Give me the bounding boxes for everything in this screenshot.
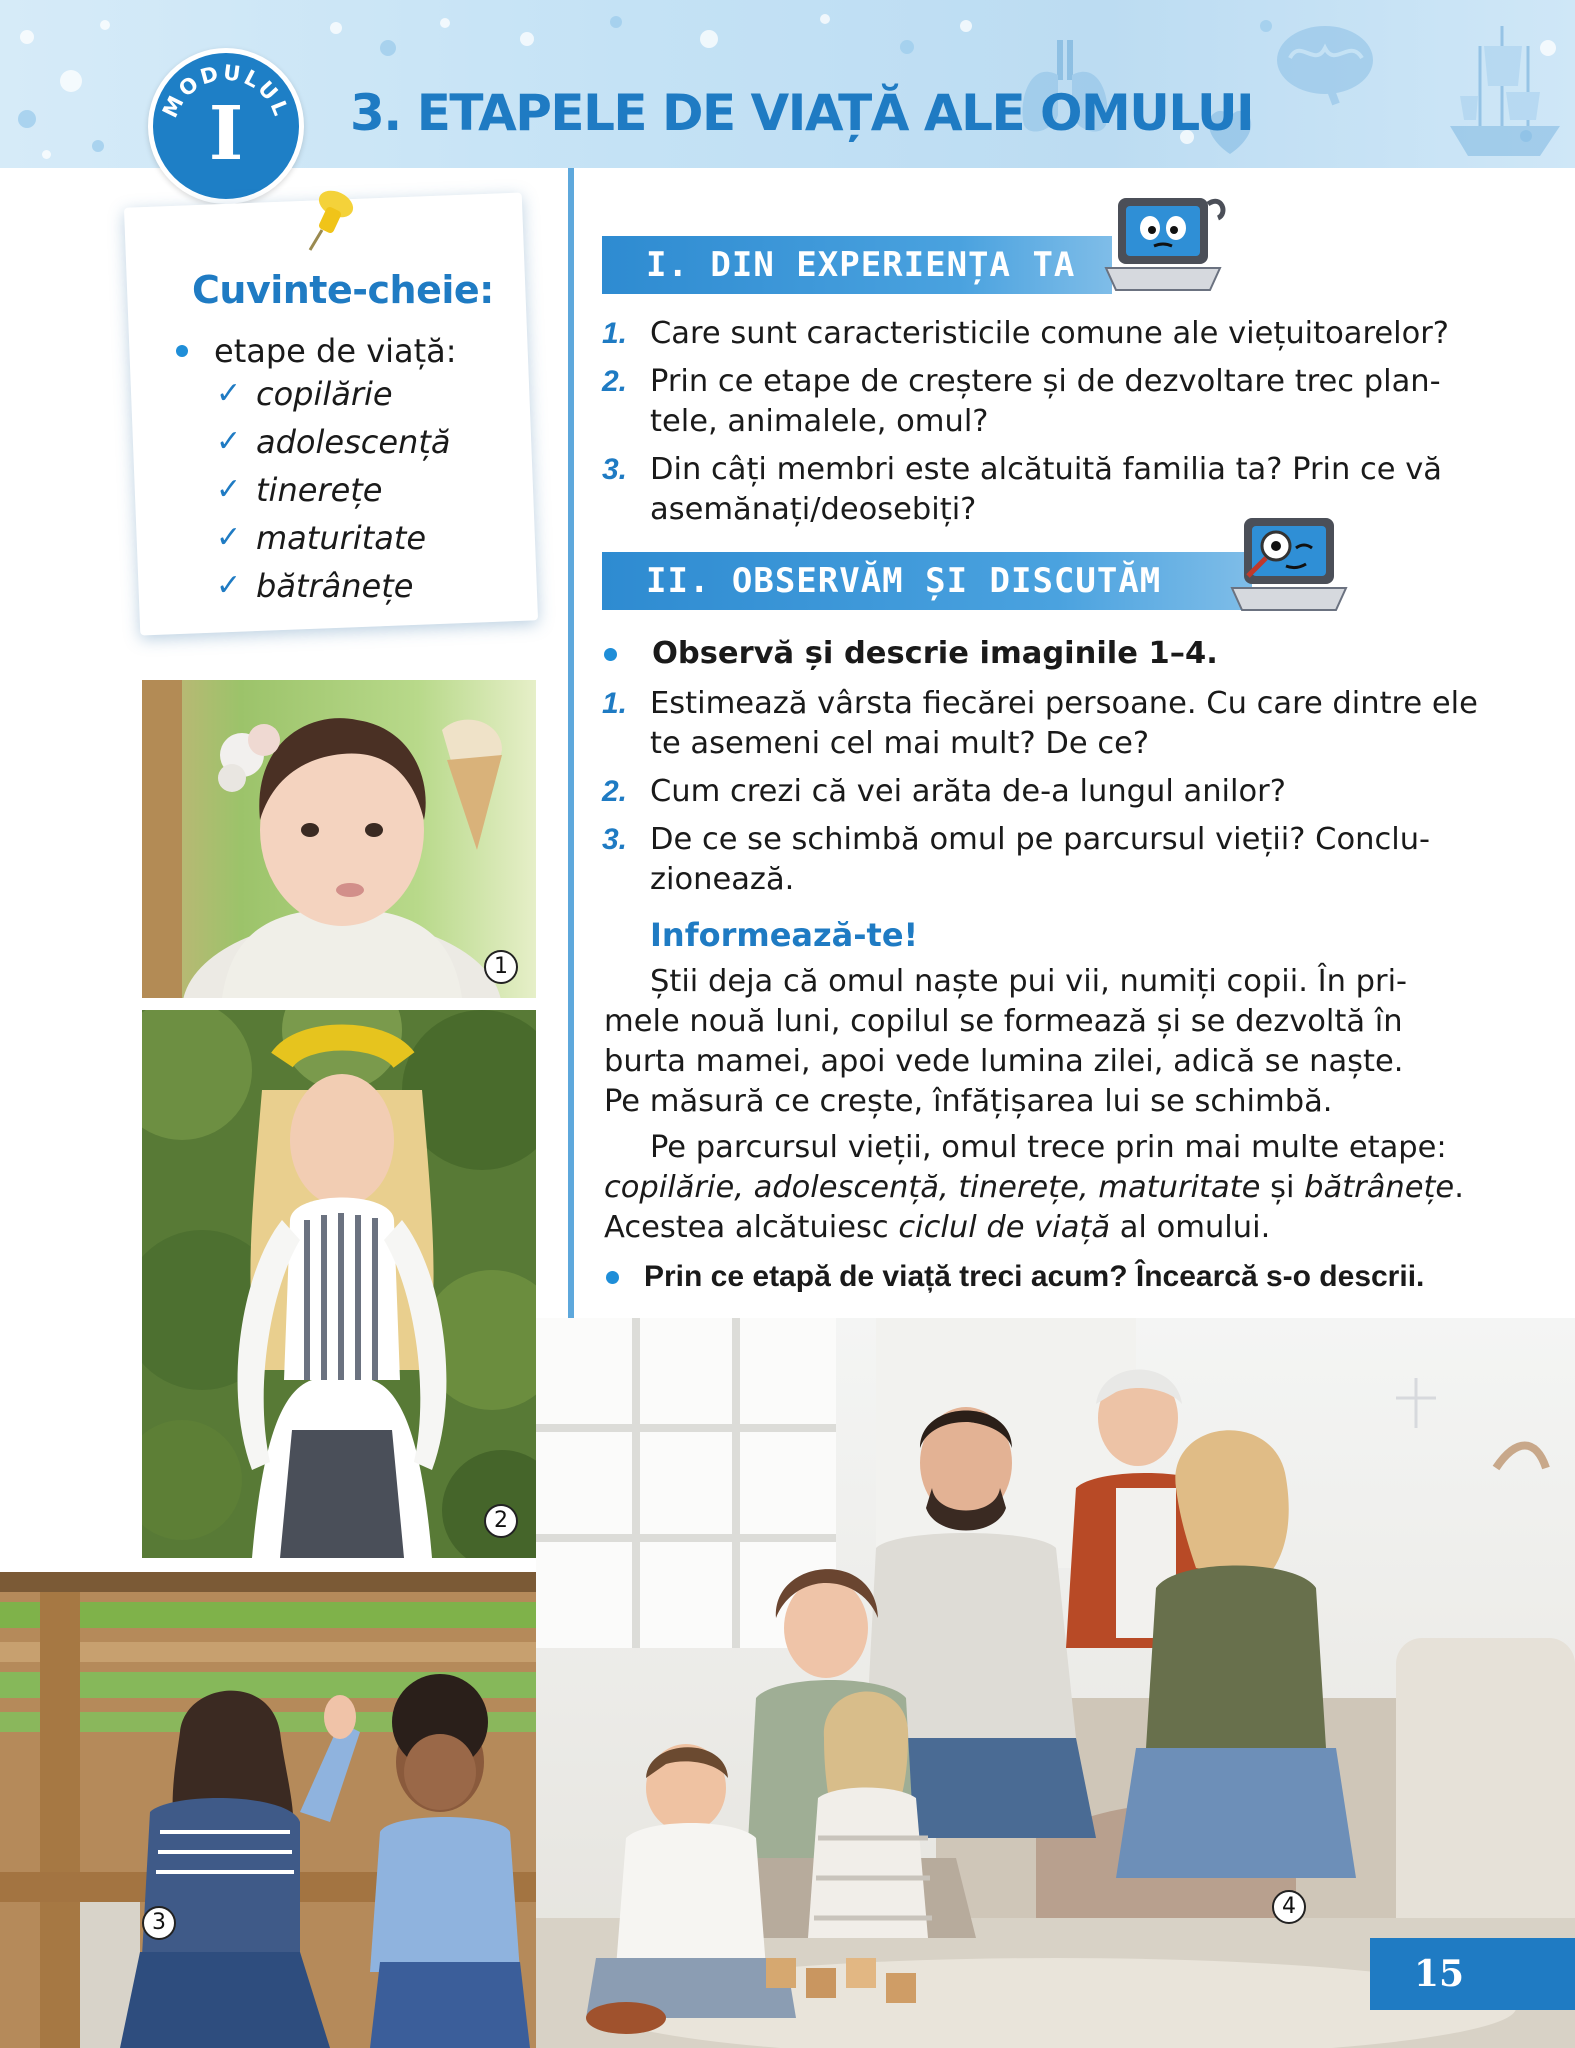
keywords-bullet xyxy=(176,332,457,370)
observe-bullet: Observă și descrie imaginile 1–4. xyxy=(604,634,1218,674)
question-item: 2. Cum crezi că vei arăta de-a lungul anilor? xyxy=(602,774,1286,809)
module-word: MODULUL xyxy=(157,60,294,122)
bullet-dot xyxy=(604,648,617,661)
module-numeral: I xyxy=(208,91,244,177)
bullet-dot xyxy=(176,345,188,357)
laptop-mascot-icon xyxy=(1100,194,1230,298)
keywords-list xyxy=(216,370,450,610)
section-bar-observe: II. OBSERVĂM ȘI DISCUTĂM xyxy=(602,552,1252,610)
question-item: 1. Care sunt caracteristicile comune ale viețuitoarelor? xyxy=(602,316,1449,351)
check-icon: ✓ xyxy=(216,520,242,555)
lesson-title: 3. ETAPELE DE VIAȚĂ ALE OMULUI xyxy=(350,84,1254,142)
observe-questions xyxy=(602,684,1478,900)
keywords-title: Cuvinte-cheie: xyxy=(192,268,494,312)
keywords-bullet-text: etape de viață: xyxy=(214,332,457,370)
keyword-item: ✓ tinerețe xyxy=(216,466,450,514)
keyword-item: ✓ bătrânețe xyxy=(216,562,450,610)
pushpin-icon xyxy=(300,186,360,256)
ship-icon xyxy=(1440,16,1570,166)
question-item: 2. Prin ce etape de creștere și de dezvoltare trec plan- tele, animalele, omul? xyxy=(602,364,1441,439)
column-divider xyxy=(568,168,574,1318)
photo-number-4: 4 xyxy=(1272,1890,1306,1924)
bullet-dot xyxy=(606,1271,619,1284)
photo-young-woman xyxy=(142,1010,536,1558)
info-paragraph-1: Știi deja că omul naște pui vii, numiți copii. În pri- mele nouă luni, copilul se formează și se dezvoltă în burta mamei, apoi vede lumina zilei, adică se naște. Pe măsură ce crește, înfățișarea lui se schimbă. xyxy=(604,964,1408,1119)
keyword-item: ✓ adolescență xyxy=(216,418,450,466)
question-item: 3. Din câți membri este alcătuită familia ta? Prin ce vă asemănați/deosebiți? xyxy=(602,452,1442,527)
section-bar-experience: I. DIN EXPERIENȚA TA xyxy=(602,236,1112,294)
keyword-item: ✓ copilărie xyxy=(216,370,450,418)
laptop-magnifier-mascot-icon xyxy=(1226,514,1356,618)
check-icon: ✓ xyxy=(216,424,242,459)
final-question-bullet: Prin ce etapă de viață treci acum? Încearcă s-o descrii. xyxy=(606,1257,1424,1297)
photo-number-3: 3 xyxy=(142,1906,176,1940)
info-paragraph-2: Pe parcursul vieții, omul trece prin mai multe etape: copilărie, adolescență, tinerețe, maturitate și bătrânețe. Acestea alcătuiesc ciclul de viață al omului. xyxy=(604,1130,1464,1245)
photo-children-playground xyxy=(0,1572,536,2048)
question-item: 1. Estimează vârsta fiecărei persoane. Cu care dintre ele te asemeni cel mai mult? De ce? xyxy=(602,686,1478,761)
photo-toddler xyxy=(142,680,536,998)
question-item: 3. De ce se schimbă omul pe parcursul vieții? Conclu- zionează. xyxy=(602,822,1431,897)
check-icon: ✓ xyxy=(216,568,242,603)
experience-questions xyxy=(602,314,1460,530)
check-icon: ✓ xyxy=(216,472,242,507)
page-number: 15 xyxy=(1370,1938,1575,2010)
info-heading: Informează-te! xyxy=(650,916,919,954)
module-badge xyxy=(148,48,304,204)
keyword-item: ✓ maturitate xyxy=(216,514,450,562)
brain-icon xyxy=(1270,18,1380,108)
check-icon: ✓ xyxy=(216,376,242,411)
photo-number-2: 2 xyxy=(484,1504,518,1538)
photo-number-1: 1 xyxy=(484,950,518,984)
